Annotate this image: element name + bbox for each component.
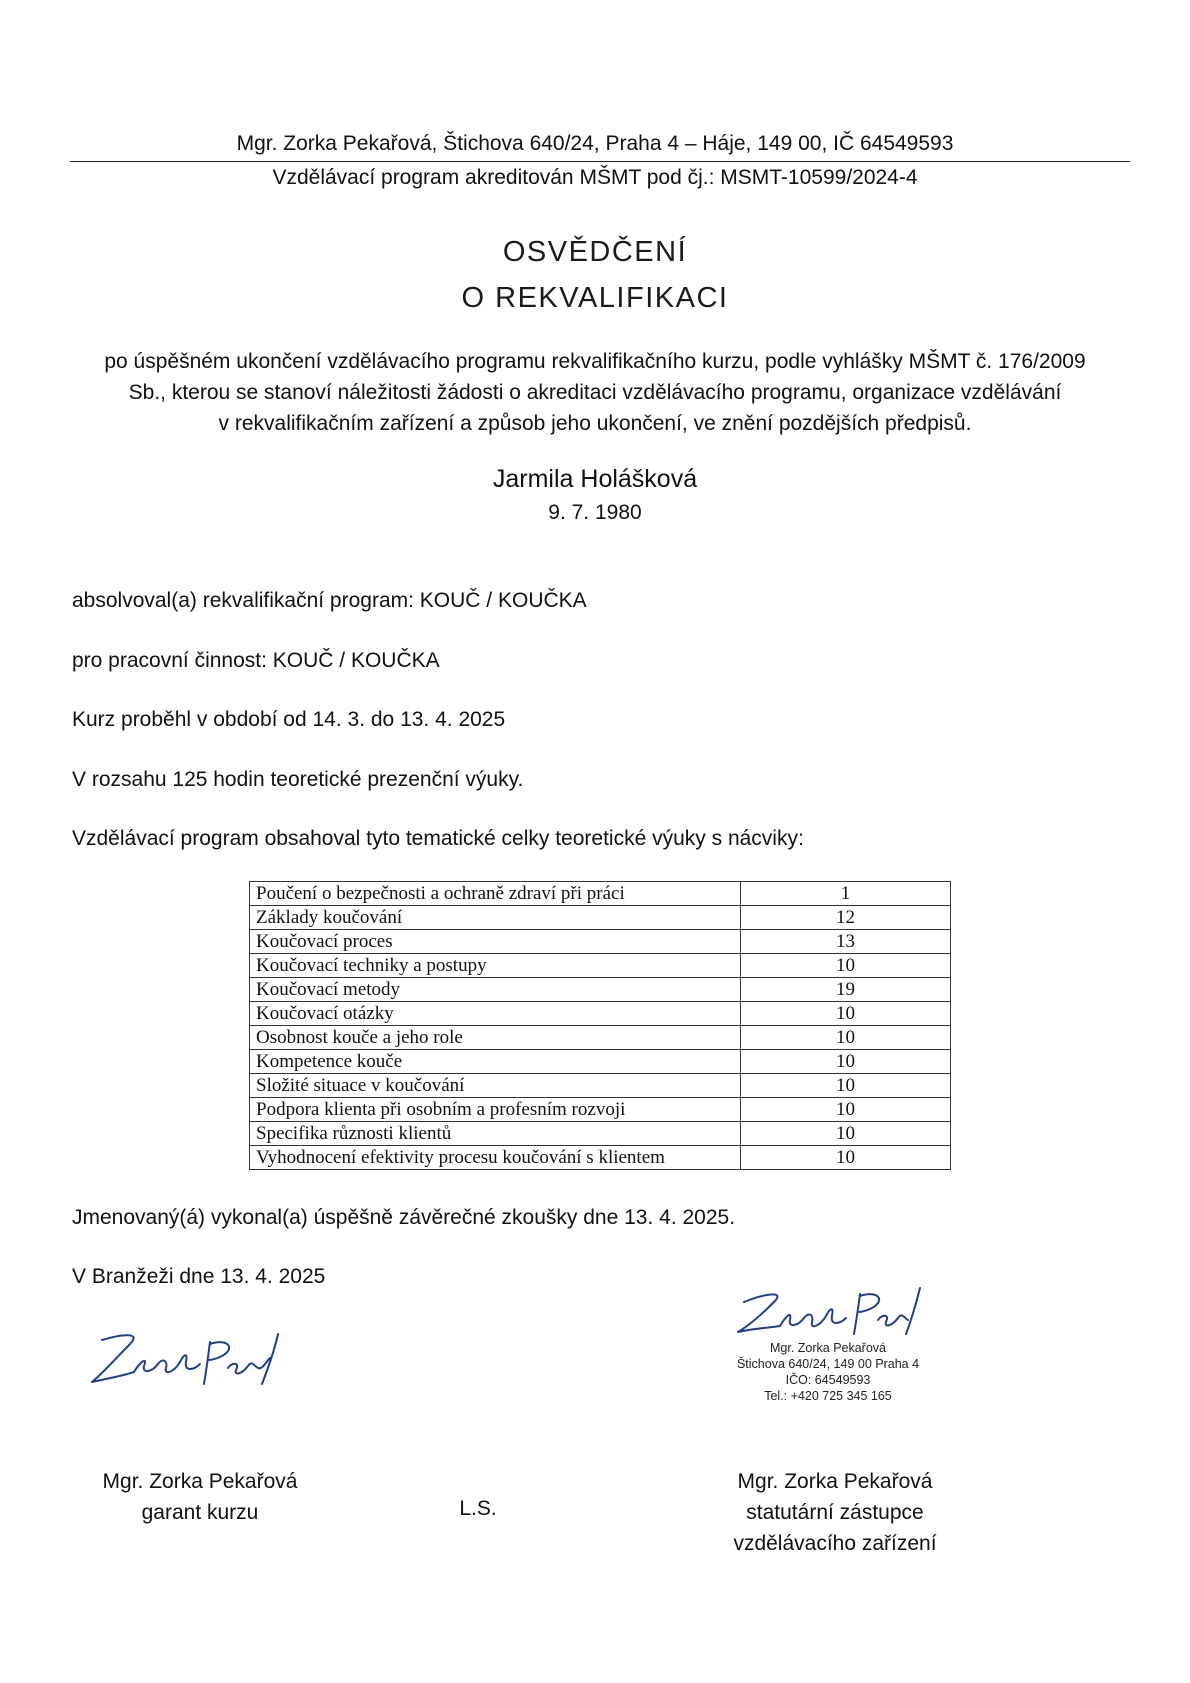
topic-hours-cell: 13 bbox=[741, 930, 951, 954]
left-signatory-role: garant kurzu bbox=[141, 1501, 259, 1524]
stamp-line-3: IČO: 64549593 bbox=[785, 1373, 871, 1387]
topic-hours-cell: 10 bbox=[741, 1122, 951, 1146]
intro-line-2: Sb., kterou se stanoví náležitosti žádosti o akreditaci vzdělávacího programu, organizace vzdělávání bbox=[128, 381, 1062, 404]
topic-name-cell: Specifika různosti klientů bbox=[250, 1122, 741, 1146]
intro-line-1: po úspěšném ukončení vzdělávacího programu rekvalifikačního kurzu, podle vyhlášky MŠMT č. 176/2009 bbox=[104, 350, 1086, 373]
seal-mark: L.S. bbox=[459, 1497, 497, 1520]
right-signature bbox=[730, 1280, 950, 1340]
left-signatory-name: Mgr. Zorka Pekařová bbox=[102, 1470, 298, 1493]
topic-hours-cell: 12 bbox=[741, 906, 951, 930]
left-signatory bbox=[95, 1466, 305, 1528]
topic-hours-cell: 10 bbox=[741, 1050, 951, 1074]
table-row bbox=[250, 954, 951, 978]
place-date-line: V Branžeži dne 13. 4. 2025 bbox=[72, 1265, 326, 1288]
topic-hours-cell: 19 bbox=[741, 978, 951, 1002]
table-row bbox=[250, 1074, 951, 1098]
table-row bbox=[250, 1002, 951, 1026]
table-row bbox=[250, 1098, 951, 1122]
stamp-line-1: Mgr. Zorka Pekařová bbox=[769, 1341, 886, 1355]
topic-name-cell: Koučovací techniky a postupy bbox=[250, 954, 741, 978]
period-line: Kurz proběhl v období od 14. 3. do 13. 4. 2025 bbox=[72, 708, 506, 731]
topic-name-cell: Koučovací otázky bbox=[250, 1002, 741, 1026]
table-row bbox=[250, 906, 951, 930]
activity-line: pro pracovní činnost: KOUČ / KOUČKA bbox=[72, 649, 440, 672]
topic-name-cell: Podpora klienta při osobním a profesním rozvoji bbox=[250, 1098, 741, 1122]
left-signature bbox=[82, 1322, 312, 1392]
topic-hours-cell: 10 bbox=[741, 1002, 951, 1026]
table-row bbox=[250, 1146, 951, 1170]
topic-hours-cell: 10 bbox=[741, 1074, 951, 1098]
header-divider bbox=[70, 161, 1130, 162]
accreditation-line: Vzdělávací program akreditován MŠMT pod čj.: MSMT-10599/2024-4 bbox=[272, 166, 918, 189]
topic-hours-cell: 10 bbox=[741, 1098, 951, 1122]
topic-name-cell: Vyhodnocení efektivity procesu koučování s klientem bbox=[250, 1146, 741, 1170]
topic-name-cell: Koučovací proces bbox=[250, 930, 741, 954]
topic-hours-cell: 1 bbox=[741, 882, 951, 906]
topic-name-cell: Koučovací metody bbox=[250, 978, 741, 1002]
exam-line: Jmenovaný(á) vykonal(a) úspěšně závěrečné zkoušky dne 13. 4. 2025. bbox=[72, 1206, 736, 1229]
topic-name-cell: Základy koučování bbox=[250, 906, 741, 930]
hours-line: V rozsahu 125 hodin teoretické prezenční výuky. bbox=[72, 768, 524, 791]
topic-name-cell: Osobnost kouče a jeho role bbox=[250, 1026, 741, 1050]
graduate-name: Jarmila Holášková bbox=[492, 465, 698, 493]
right-signatory-role-1: statutární zástupce bbox=[746, 1501, 924, 1524]
right-signatory bbox=[720, 1466, 950, 1559]
table-row bbox=[250, 978, 951, 1002]
right-signatory-name: Mgr. Zorka Pekařová bbox=[737, 1470, 933, 1493]
table-row bbox=[250, 1122, 951, 1146]
topic-hours-cell: 10 bbox=[741, 1146, 951, 1170]
official-stamp bbox=[718, 1340, 938, 1420]
intro-paragraph bbox=[70, 346, 1120, 439]
topics-intro-line: Vzdělávací program obsahoval tyto tematické celky teoretické výuky s nácviky: bbox=[72, 827, 804, 850]
stamp-line-2: Štichova 640/24, 149 00 Praha 4 bbox=[736, 1357, 920, 1371]
table-row bbox=[250, 1026, 951, 1050]
right-signatory-role-2: vzdělávacího zařízení bbox=[733, 1532, 937, 1555]
topic-hours-cell: 10 bbox=[741, 954, 951, 978]
issuer-header: Mgr. Zorka Pekařová, Štichova 640/24, Praha 4 – Háje, 149 00, IČ 64549593 bbox=[236, 132, 954, 155]
program-line: absolvoval(a) rekvalifikační program: KOUČ / KOUČKA bbox=[72, 589, 587, 612]
intro-line-3: v rekvalifikačním zařízení a způsob jeho ukončení, ve znění pozdějších předpisů. bbox=[218, 412, 972, 435]
certificate-title: OSVĚDČENÍ bbox=[502, 236, 688, 268]
stamp-line-4: Tel.: +420 725 345 165 bbox=[764, 1389, 892, 1403]
graduate-birth-date: 9. 7. 1980 bbox=[548, 501, 642, 524]
table-row bbox=[250, 930, 951, 954]
topics-table bbox=[249, 881, 951, 1170]
table-row bbox=[250, 1050, 951, 1074]
certificate-subtitle: O REKVALIFIKACI bbox=[461, 282, 729, 314]
topic-name-cell: Kompetence kouče bbox=[250, 1050, 741, 1074]
topic-hours-cell: 10 bbox=[741, 1026, 951, 1050]
table-row bbox=[250, 882, 951, 906]
topic-name-cell: Poučení o bezpečnosti a ochraně zdraví při práci bbox=[250, 882, 741, 906]
topic-name-cell: Složité situace v koučování bbox=[250, 1074, 741, 1098]
